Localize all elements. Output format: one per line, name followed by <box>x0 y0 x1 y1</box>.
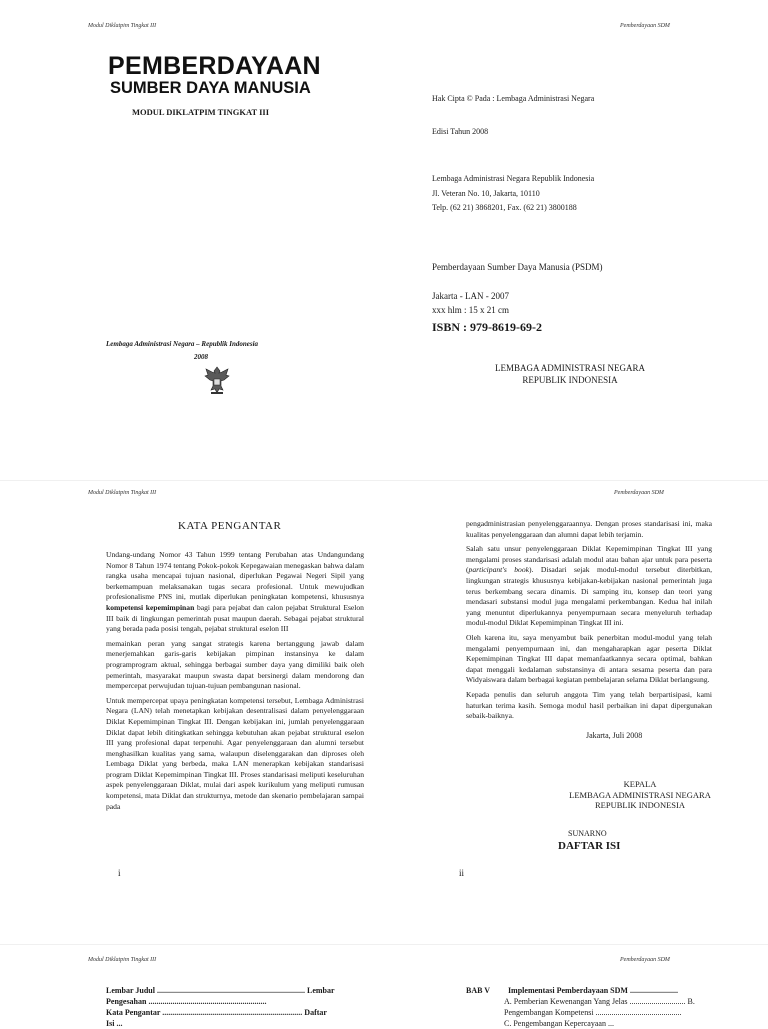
paragraph: memainkan peran yang sangat strategis karena bertanggung jawab dalam menerjemahkan garis-garis kebijakan pimpinan instansinya ke dalam programprogram aktual, sehingga berbagai sumber daya yang dimiliki baik oleh pemerintah, masyarakat maupun swasta dapat bersinergi dalam mendorong dan mempercepat perwujudan tujuan-tujuan pembangunan nasional. <box>106 638 364 691</box>
page-header-left: Modul Diklatpim Tingkat III <box>88 490 157 496</box>
toc-entry[interactable]: Isi ... <box>106 1019 123 1028</box>
publisher-year: 2008 <box>194 353 208 361</box>
address-line: Lembaga Administrasi Negara Republik Indonesia <box>432 174 595 183</box>
foreword-left-column <box>106 550 364 862</box>
paragraph <box>106 550 364 635</box>
paragraph: Oleh karena itu, saya menyambut baik penerbitan modul-modul yang telah mengalami penyempurnaan ini, dan mengaharapkan agar peserta Diklat Kepemimpinan Tingkat III dapat memanfaatkannya secara optimal, bahkan dapat menggali kedalaman substansinya di antara sesama peserta dan para Widyaiswara dalam berbagai kegiatan pembelajaran selama Diklat berlangsung. <box>466 632 712 685</box>
paragraph <box>466 544 712 629</box>
toc-entry[interactable]: Kata Pengantar ...................................................................... Daftar <box>106 1008 327 1017</box>
toc-entry[interactable]: C. Pengembangan Kepercayaan ... <box>504 1019 614 1028</box>
cover-subtitle: SUMBER DAYA MANUSIA <box>110 79 311 97</box>
copyright-line: Hak Cipta © Pada : Lembaga Administrasi Negara <box>432 94 595 103</box>
garuda-emblem-icon <box>203 364 231 396</box>
text-run: Salah satu unsur penyelenggaraan Diklat Kepemimpinan Tingkat III yang mengalami proses standarisasi adalah modul atau bahan ajar untuk para peserta ( <box>466 544 712 575</box>
book-title: Pemberdayaan Sumber Daya Manusia (PSDM) <box>432 262 603 272</box>
page-number-left: i <box>118 868 121 878</box>
text-run: ). Disadari sejak modul-modul tersebut diterbitkan, lingkungan strategis khususnya kebijakan-kebijakan nasional pemerintah juga terus berkembang secara dinamis. Di samping itu, konsep dan teori yang mendasari substansi modul juga mengalami perkembangan. Kedua hal inilah yang menuntut diperlukannya penyempurnaan secara menyeluruh terhadap modul-modul Diklat Kepemimpinan Tingkat III ini. <box>466 565 712 628</box>
italic-text: participant's book <box>468 565 530 575</box>
publisher-line: Lembaga Administrasi Negara – Republik Indonesia <box>106 340 259 348</box>
page-header-left: Modul Diklatpim Tingkat III <box>88 23 157 29</box>
org-block <box>480 362 660 386</box>
foreword-heading: KATA PENGANTAR <box>178 520 282 532</box>
address-line: Telp. (62 21) 3868201, Fax. (62 21) 3800188 <box>432 203 577 212</box>
isbn-line: ISBN : 979-8619-69-2 <box>432 320 542 334</box>
toc-chapter[interactable] <box>466 985 716 996</box>
signature-org: LEMBAGA ADMINISTRASI NEGARA <box>569 789 711 800</box>
paragraph: Kepada penulis dan seluruh anggota Tim yang telah berpartisipasi, kami haturkan terima kasih. Semoga modul hasil perbaikan ini dapat dipergunakan sebaik-baiknya. <box>466 689 712 721</box>
chapter-number: BAB V <box>466 986 490 995</box>
toc-entry[interactable]: A. Pemberian Kewenangan Yang Jelas ............................ B. <box>504 997 695 1006</box>
edition-line: Edisi Tahun 2008 <box>432 127 489 136</box>
page-number-right: ii <box>459 868 465 878</box>
module-label: MODUL DIKLATPIM TINGKAT III <box>132 107 270 117</box>
cover-title: PEMBERDAYAAN <box>108 52 321 80</box>
page-divider <box>0 480 768 481</box>
text-run: Undang-undang Nomor 43 Tahun 1999 tentang Perubahan atas Undangundang Nomor 8 Tahun 1974 tentang Pokok-pokok Kepegawaian menegaskan bahwa dalam rangka usaha mencapai tujuan nasional, diperlukan Pegawai Negeri Sipil yang berkemampuan melaksanakan tugas secara profesional. Untuk mewujudkan profesionalisme PNS ini, mutlak diperlukan peningkatan kompetensi, khususnya <box>106 550 364 602</box>
toc-right-list <box>466 985 716 1029</box>
signatory-name: SUNARNO <box>568 829 607 838</box>
chapter-title: Implementasi Pemberdayaan SDM <box>507 986 628 995</box>
page-header-left: Modul Diklatpim Tingkat III <box>88 957 157 963</box>
place-date: Jakarta, Juli 2008 <box>586 731 643 740</box>
org-country: REPUBLIK INDONESIA <box>522 375 618 385</box>
toc-entry[interactable]: Pengembangan Kompetensi ........................................... <box>504 1008 682 1017</box>
page-header-right: Pemberdayaan SDM <box>620 957 670 963</box>
page-header-right: Pemberdayaan SDM <box>620 23 670 29</box>
page-header-right: Pemberdayaan SDM <box>614 490 664 496</box>
toc-entry[interactable]: Pengesahan ........................................................... <box>106 997 267 1006</box>
address-line: Jl. Veteran No. 10, Jakarta, 10110 <box>432 188 540 198</box>
signature-block <box>540 779 740 811</box>
text-run: bagi para pejabat dan calon pejabat Struktural Eselon III baik di lingkungan pemerintah pusat maupun daerah. Sebagai pejabat struktural yang berada pada posisi tengah, pejabat struktural eselon III <box>106 602 364 634</box>
imprint-line: Jakarta - LAN - 2007 <box>432 291 509 301</box>
toc-left-list <box>106 985 356 1029</box>
org-name: LEMBAGA ADMINISTRASI NEGARA <box>494 363 645 373</box>
pages-line: xxx hlm : 15 x 21 cm <box>432 305 509 315</box>
bold-text: kompetensi kepemimpinan <box>106 602 195 612</box>
chapter-dots: ........................ <box>629 986 678 995</box>
page-divider <box>0 944 768 945</box>
paragraph: pengadministrasian penyelenggaraannya. Dengan proses standarisasi ini, maka kualitas penyelenggaraan dan alumni dapat lebih terjamin. <box>466 519 712 539</box>
toc-entry[interactable]: Lembar Judul .......................................................................... Lembar <box>106 986 335 995</box>
address-block <box>432 172 594 216</box>
paragraph: Untuk mempercepat upaya peningkatan kompetensi tersebut, Lembaga Administrasi Negara (LAN) telah menetapkan kebijakan desentralisasi dalam penyelenggaraan Diklat Kepemimpinan Tingkat III. Dengan kebijakan ini, jumlah penyelenggaraan Diklat dapat lebih ditingkatkan sehingga kebutuhan akan pejabat struktural eselon III yang profesional dapat terpenuhi. Agar penyelenggaraan dan alumni tersebut menghasilkan kualitas yang sama, walaupun diselenggarakan dan diproses oleh Lembaga Diklat yang berbeda, maka LAN menerapkan kebijakan standarisasi program Diklat Kepemimpinan Tingkat III. Proses standarisasi meliputi keseluruhan aspek penyelenggaraan Diklat, mulai dari aspek kurikulum yang meliputi rumusan kompetensi, mata Diklat dan strukturnya, metode dan skenario pembelajaran sampai pada <box>106 695 364 811</box>
toc-heading: DAFTAR ISI <box>558 840 621 852</box>
foreword-right-column <box>466 519 712 721</box>
signature-country: REPUBLIK INDONESIA <box>595 800 685 810</box>
signature-title: KEPALA <box>623 779 657 789</box>
